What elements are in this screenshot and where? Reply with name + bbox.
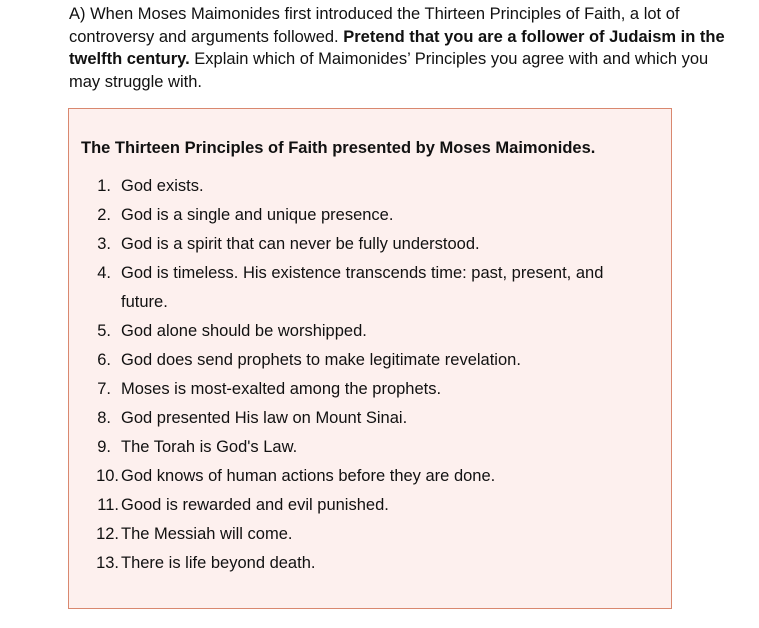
list-item: [69, 549, 671, 578]
item-text: There is life beyond death.: [121, 554, 316, 572]
list-item: [69, 491, 671, 520]
item-text: God is a single and unique presence.: [121, 206, 394, 224]
list-item: [69, 230, 671, 259]
principles-title: The Thirteen Principles of Faith presented by Moses Maimonides.: [81, 139, 596, 157]
prompt-outro: Explain which of Maimonides’ Principles you agree with and which you may struggle with.: [69, 50, 709, 91]
principles-box: [68, 108, 672, 609]
item-text: God knows of human actions before they are done.: [121, 467, 496, 485]
prompt-intro: A) When Moses Maimonides first introduced the Thirteen Principles of Faith, a lot of controversy and arguments followed.: [69, 5, 680, 46]
list-item: [69, 201, 671, 230]
item-text: God presented His law on Mount Sinai.: [121, 409, 408, 427]
item-text: God alone should be worshipped.: [121, 322, 367, 340]
item-number: 7.: [97, 380, 111, 398]
item-number: 11.: [97, 496, 119, 514]
list-item: [69, 346, 671, 375]
list-item: [69, 317, 671, 346]
item-number: 2.: [97, 206, 111, 224]
list-item: [69, 172, 671, 201]
item-number: 3.: [97, 235, 111, 253]
item-text: God is timeless. His existence transcends time: past, present, and future.: [121, 264, 604, 311]
item-number: 5.: [97, 322, 111, 340]
item-number: 13.: [96, 554, 119, 572]
list-item: [69, 462, 671, 491]
prompt-bold-instruction: Pretend that you are a follower of Judaism in the twelfth century.: [69, 27, 725, 68]
item-text: The Torah is God's Law.: [121, 438, 298, 456]
list-item: [69, 404, 671, 433]
item-number: 10.: [96, 467, 119, 485]
principles-list: [69, 172, 671, 578]
item-text: The Messiah will come.: [121, 525, 293, 543]
item-text: Moses is most-exalted among the prophets.: [121, 380, 442, 398]
item-number: 12.: [96, 525, 119, 543]
item-number: 1.: [97, 177, 111, 195]
list-item: [69, 433, 671, 462]
item-text: Good is rewarded and evil punished.: [121, 496, 389, 514]
item-text: God exists.: [121, 177, 204, 195]
item-number: 4.: [97, 264, 111, 282]
item-number: 9.: [97, 438, 111, 456]
item-text: God is a spirit that can never be fully understood.: [121, 235, 480, 253]
list-item: [69, 259, 671, 317]
item-number: 6.: [97, 351, 111, 369]
item-number: 8.: [97, 409, 111, 427]
question-prompt: [69, 3, 741, 93]
item-text: God does send prophets to make legitimate revelation.: [121, 351, 521, 369]
list-item: [69, 520, 671, 549]
list-item: [69, 375, 671, 404]
